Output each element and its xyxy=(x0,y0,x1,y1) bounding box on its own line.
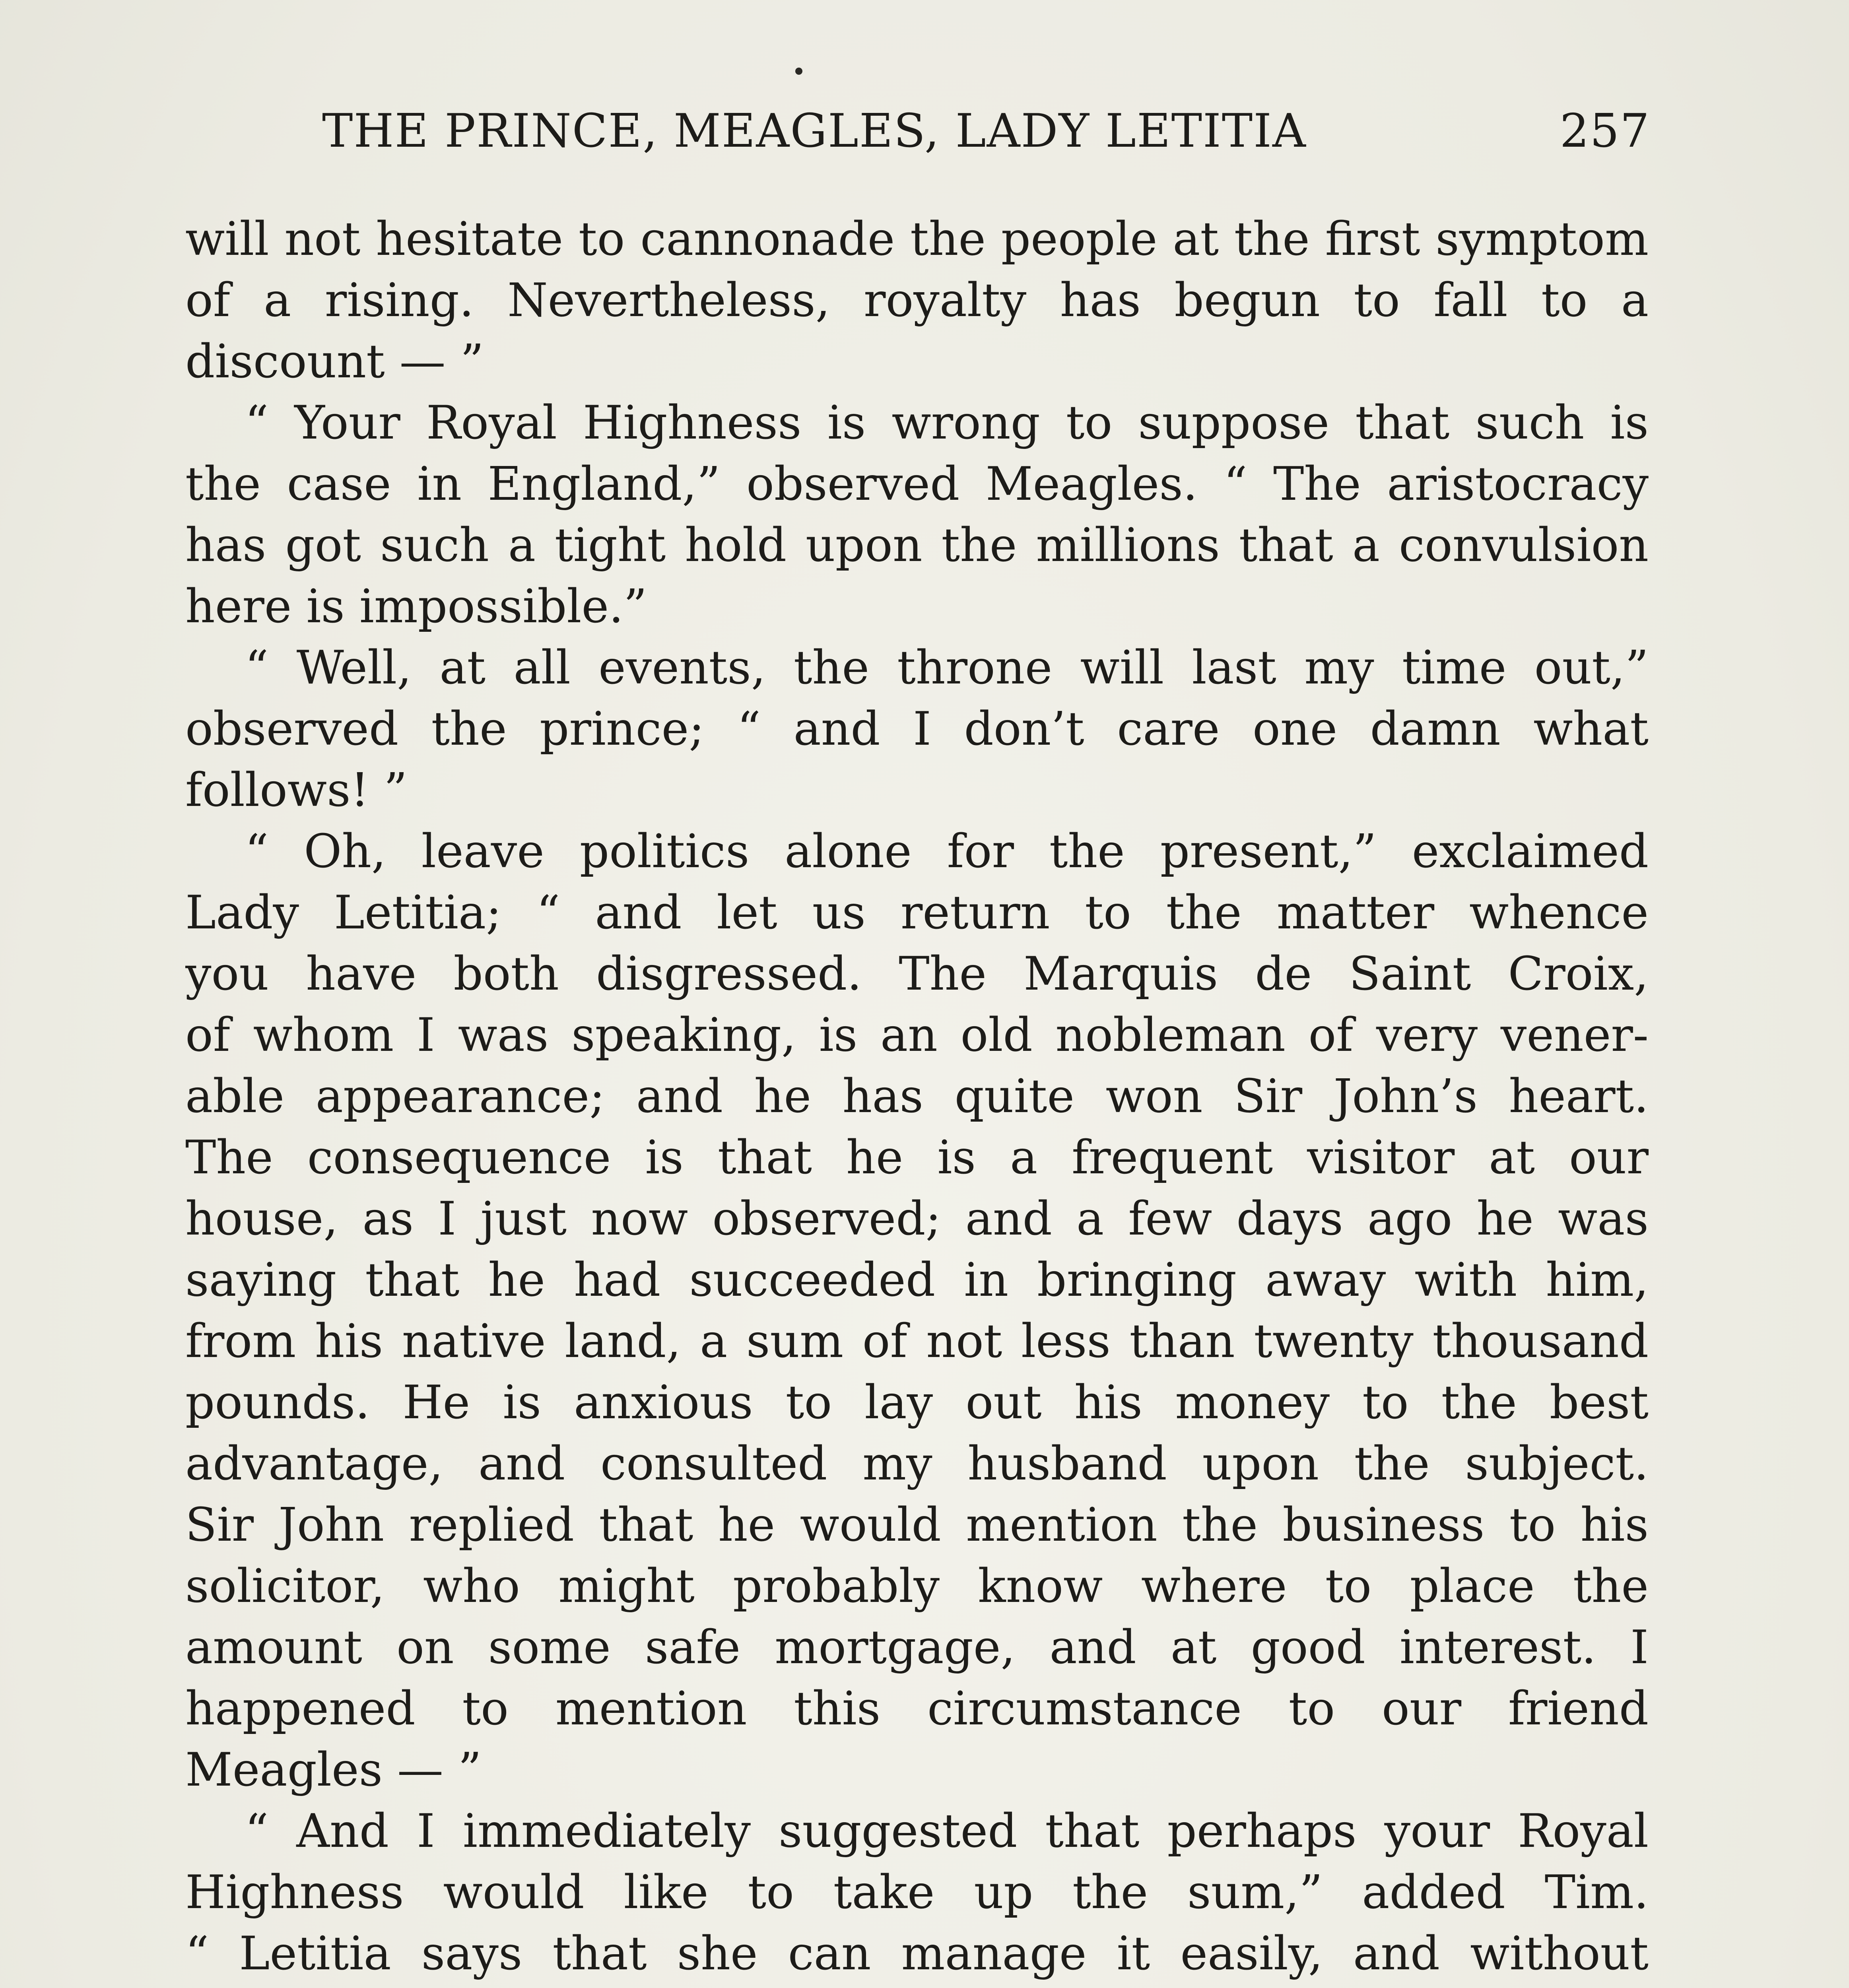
running-head xyxy=(187,91,1650,171)
text-line: of whom I was speaking, is an old nobleman of very vener- xyxy=(185,1008,1649,1062)
text-line: happened to mention this circumstance to our friend xyxy=(185,1682,1649,1736)
text-line: of a rising. Nevertheless, royalty has begun to fall to a xyxy=(185,274,1649,327)
text-line: follows! ” xyxy=(185,763,408,817)
text-line: Lady Letitia; “ and let us return to the matter whence xyxy=(185,886,1649,940)
text-line: observed the prince; “ and I don’t care one damn what xyxy=(185,702,1649,756)
text-line: The consequence is that he is a frequent visitor at our xyxy=(185,1131,1649,1184)
page-number: 257 xyxy=(1560,104,1650,158)
body-text xyxy=(185,209,1649,1988)
text-line: able appearance; and he has quite won Sir John’s heart. xyxy=(185,1070,1649,1123)
text-line: will not hesitate to cannonade the people at the first symptom xyxy=(185,212,1649,266)
text-line: from his native land, a sum of not less than twenty thousand xyxy=(185,1314,1649,1368)
text-line: the case in England,” observed Meagles. “ The aristocracy xyxy=(185,457,1649,511)
text-line: discount — ” xyxy=(185,335,484,388)
text-line: has got such a tight hold upon the millions that a convulsion xyxy=(185,518,1649,572)
text-line: “ Your Royal Highness is wrong to suppose that such is xyxy=(245,396,1649,450)
text-line: advantage, and consulted my husband upon the subject. xyxy=(185,1437,1649,1491)
text-line: you have both disgressed. The Marquis de Saint Croix, xyxy=(185,947,1649,1001)
text-line: house, as I just now observed; and a few days ago he was xyxy=(185,1192,1649,1246)
text-line: amount on some safe mortgage, and at good interest. I xyxy=(185,1621,1649,1674)
text-line: solicitor, who might probably know where to place the xyxy=(185,1559,1649,1613)
text-line: “ Letitia says that she can manage it easily, and without xyxy=(185,1927,1649,1980)
running-title: THE PRINCE, MEAGLES, LADY LETITIA xyxy=(322,104,1307,158)
text-line: “ Well, at all events, the throne will last my time out,” xyxy=(245,641,1649,695)
text-line: “ Oh, leave politics alone for the present,” exclaimed xyxy=(245,825,1649,878)
text-line: Sir John replied that he would mention the business to his xyxy=(185,1498,1649,1552)
text-line xyxy=(185,1984,1649,1988)
text-line: “ And I immediately suggested that perhaps your Royal xyxy=(245,1804,1649,1858)
text-line: here is impossible.” xyxy=(185,580,647,633)
text-line: pounds. He is anxious to lay out his money to the best xyxy=(185,1376,1649,1429)
text-line: Highness would like to take up the sum,” added Tim. xyxy=(185,1866,1649,1919)
text-line: Meagles — ” xyxy=(185,1743,482,1797)
printer-dot xyxy=(795,68,802,75)
text-line: saying that he had succeeded in bringing away with him, xyxy=(185,1253,1649,1307)
